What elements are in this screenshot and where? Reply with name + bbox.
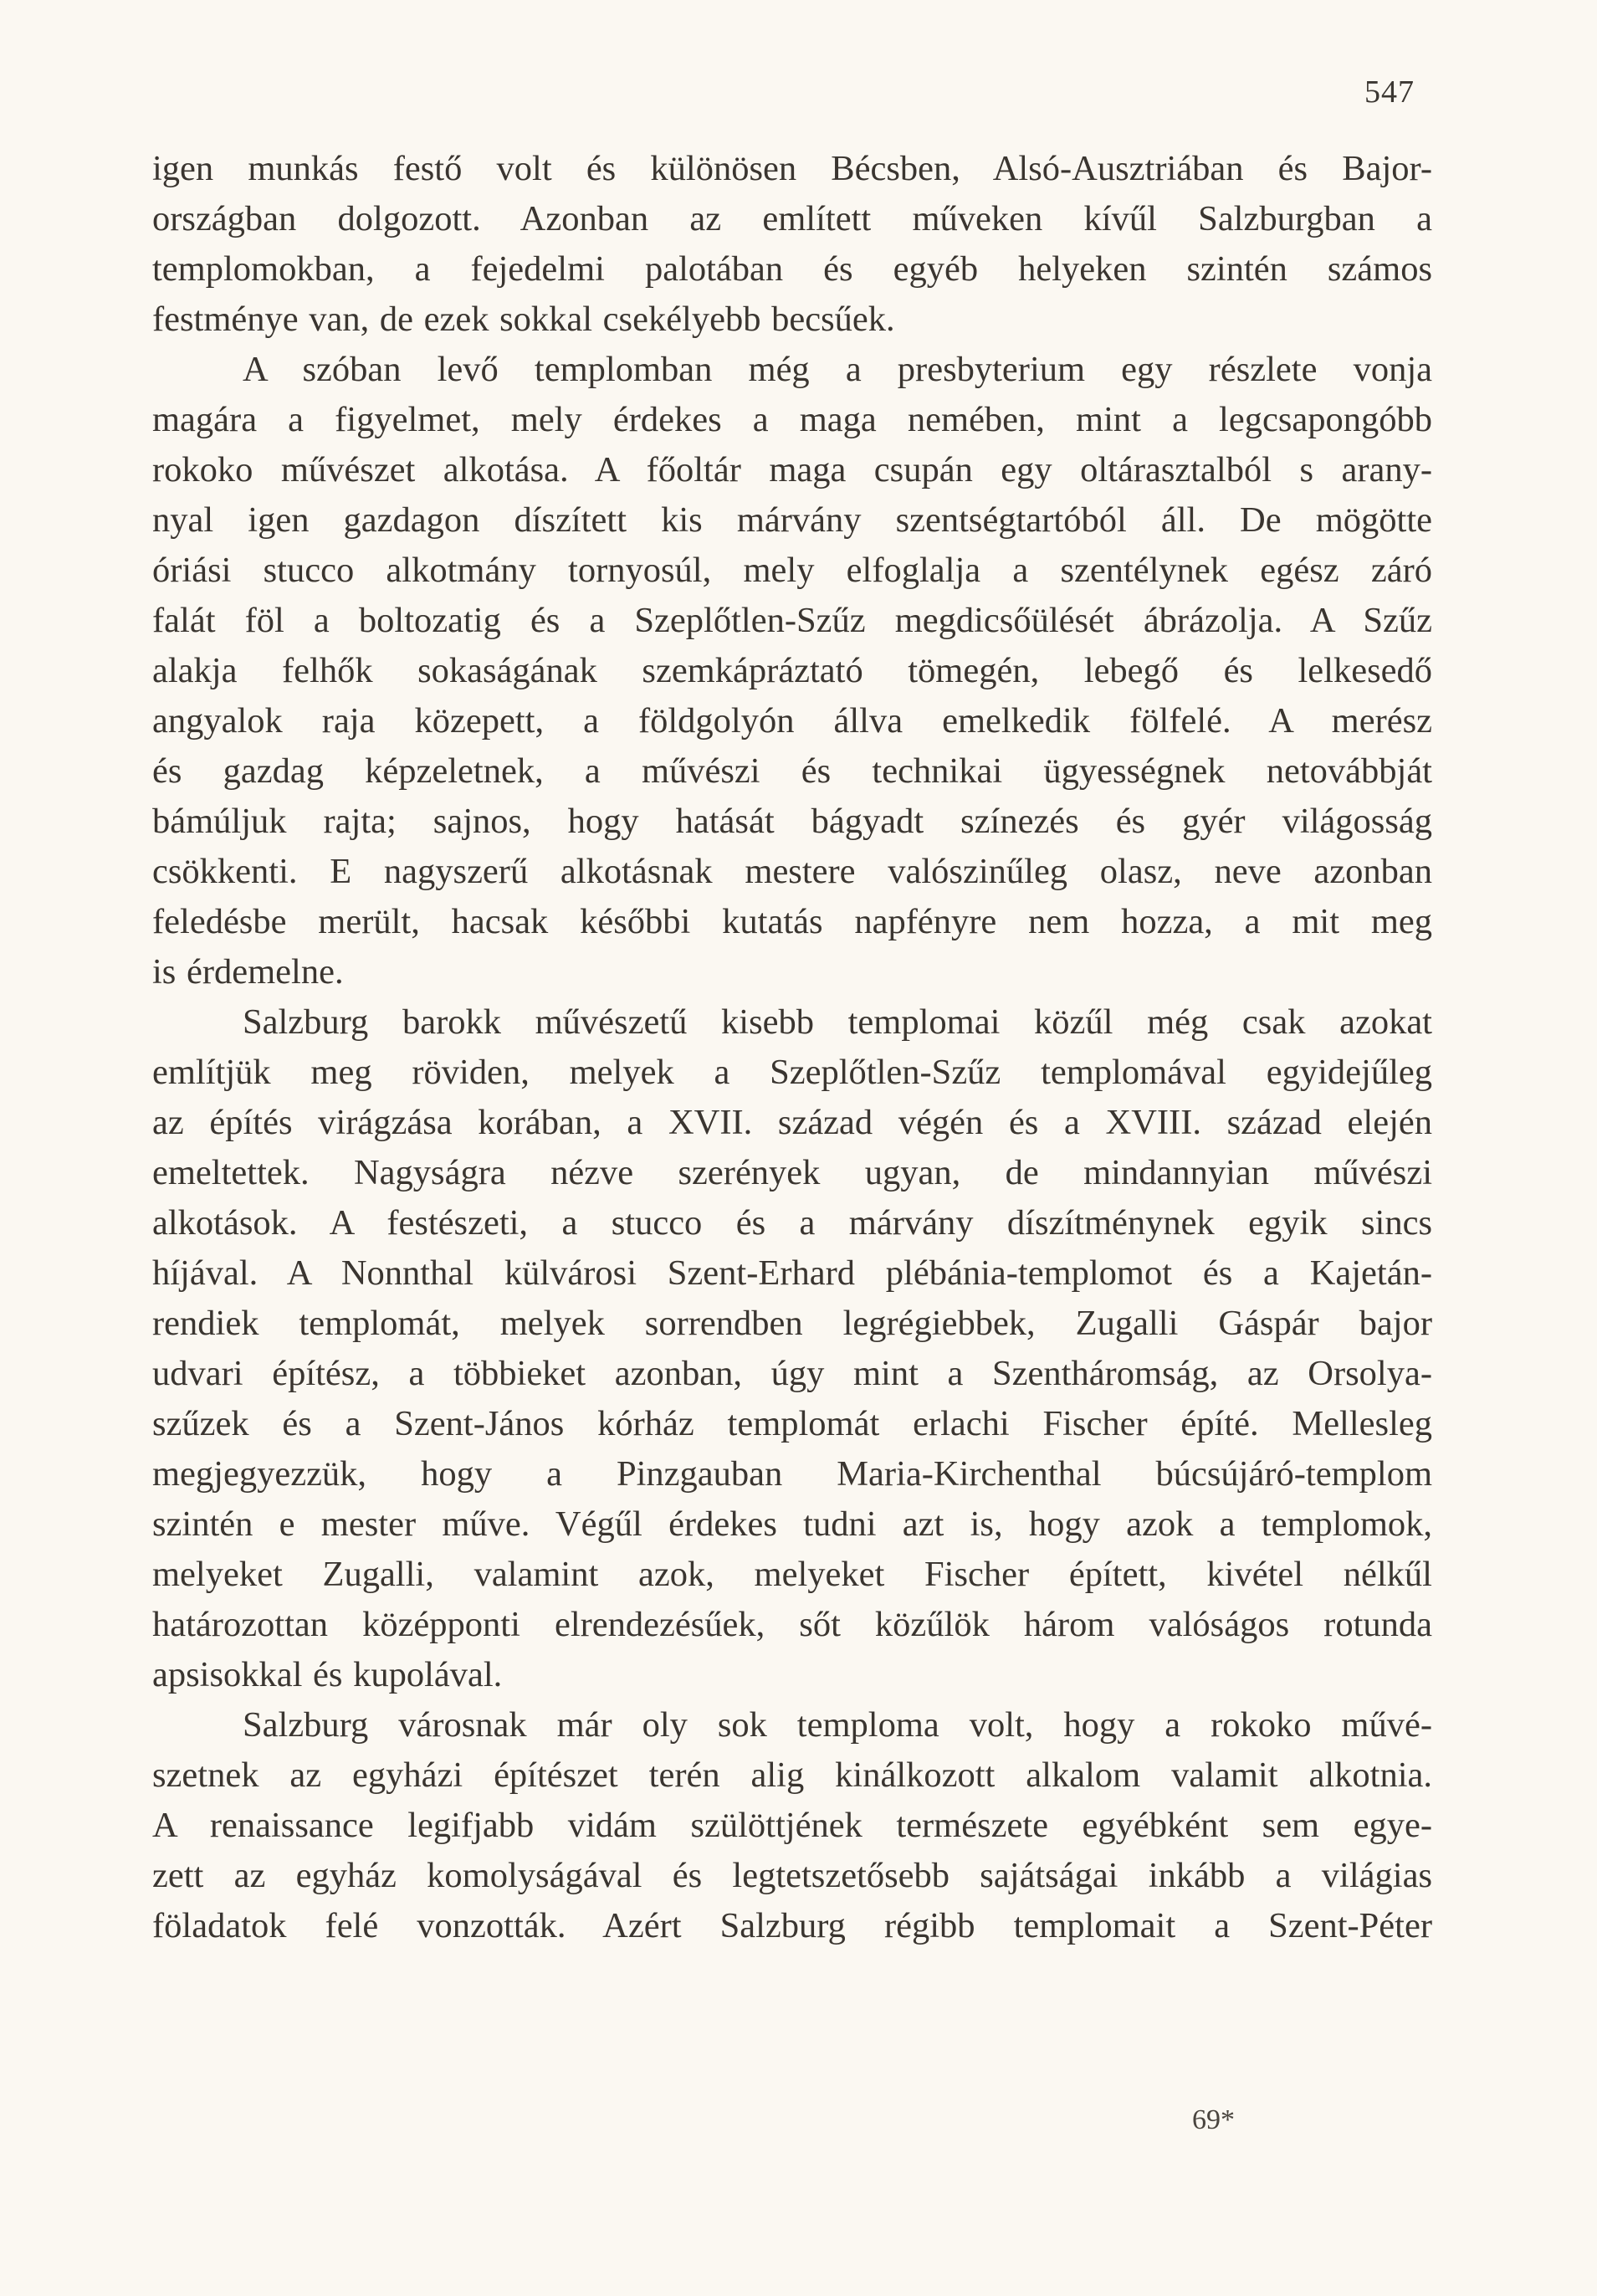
text-line: melyeket Zugalli, valamint azok, melyeket Fischer épített, kivétel nélkűl xyxy=(152,1555,1432,1594)
text-line: rokoko művészet alkotása. A főoltár maga csupán egy oltárasztalból s arany- xyxy=(152,450,1432,489)
text-line: csökkenti. E nagyszerű alkotásnak mestere valószinűleg olasz, neve azonban xyxy=(152,852,1432,891)
text-line: magára a figyelmet, mely érdekes a maga nemében, mint a legcsapongóbb xyxy=(152,400,1432,439)
text-line: alakja felhők sokaságának szemkápráztató tömegén, lebegő és lelkesedő xyxy=(152,651,1432,690)
text-line: híjával. A Nonnthal külvárosi Szent-Erhard plébánia-templomot és a Kajetán- xyxy=(152,1253,1432,1293)
text-line: templomokban, a fejedelmi palotában és egyéb helyeken szintén számos xyxy=(152,249,1432,289)
text-line: emeltettek. Nagyságra nézve szerények ugyan, de mindannyian művészi xyxy=(152,1153,1432,1192)
text-line: és gazdag képzeletnek, a művészi és technikai ügyességnek netovábbját xyxy=(152,751,1432,791)
text-line: igen munkás festő volt és különösen Bécsben, Alsó-Ausztriában és Bajor- xyxy=(152,149,1432,188)
text-line: szintén e mester műve. Végűl érdekes tudni azt is, hogy azok a templomok, xyxy=(152,1504,1432,1544)
page-number: 547 xyxy=(1364,74,1415,110)
text-line: apsisokkal és kupolával. xyxy=(152,1655,503,1694)
text-line: határozottan középponti elrendezésűek, sőt közűlök három valóságos rotunda xyxy=(152,1605,1432,1644)
text-line: rendiek templomát, melyek sorrendben legrégiebbek, Zugalli Gáspár bajor xyxy=(152,1304,1432,1343)
body-text xyxy=(152,144,1432,1951)
text-line: is érdemelne. xyxy=(152,952,344,992)
text-line: A renaissance legifjabb vidám szülöttjének természete egyébként sem egye- xyxy=(152,1806,1432,1845)
text-line: országban dolgozott. Azonban az említett műveken kívűl Salzburgban a xyxy=(152,199,1432,238)
signature-mark: 69* xyxy=(1192,2104,1235,2135)
text-line: az építés virágzása korában, a XVII. század végén és a XVIII. század elején xyxy=(152,1103,1432,1142)
text-line: említjük meg röviden, melyek a Szeplőtlen-Szűz templomával egyidejűleg xyxy=(152,1053,1432,1092)
text-line: szetnek az egyházi építészet terén alig kinálkozott alkalom valamit alkotnia. xyxy=(152,1755,1432,1795)
text-line: angyalok raja közepett, a földgolyón állva emelkedik fölfelé. A merész xyxy=(152,701,1432,741)
paragraph-start: Salzburg barokk művészetű kisebb templomai közűl még csak azokat xyxy=(243,1002,1432,1042)
text-line: föladatok felé vonzották. Azért Salzburg régibb templomait a Szent-Péter xyxy=(152,1906,1432,1945)
text-line: festménye van, de ezek sokkal csekélyebb becsűek. xyxy=(152,300,895,339)
text-line: alkotások. A festészeti, a stucco és a márvány díszítménynek egyik sincs xyxy=(152,1203,1432,1243)
text-line: megjegyezzük, hogy a Pinzgauban Maria-Kirchenthal búcsújáró-templom xyxy=(152,1454,1432,1494)
text-line: szűzek és a Szent-János kórház templomát erlachi Fischer építé. Mellesleg xyxy=(152,1404,1432,1443)
text-line: udvari építész, a többieket azonban, úgy mint a Szentháromság, az Orsolya- xyxy=(152,1354,1432,1393)
text-line: bámúljuk rajta; sajnos, hogy hatását bágyadt színezés és gyér világosság xyxy=(152,802,1432,841)
paragraph-start: A szóban levő templomban még a presbyterium egy részlete vonja xyxy=(243,350,1432,389)
text-line: feledésbe merült, hacsak későbbi kutatás napfényre nem hozza, a mit meg xyxy=(152,902,1432,941)
text-line: óriási stucco alkotmány tornyosúl, mely elfoglalja a szentélynek egész záró xyxy=(152,551,1432,590)
text-line: zett az egyház komolyságával és legtetszetősebb sajátságai inkább a világias xyxy=(152,1856,1432,1895)
text-line: nyal igen gazdagon díszített kis márvány szentségtartóból áll. De mögötte xyxy=(152,500,1432,540)
paragraph-start: Salzburg városnak már oly sok temploma volt, hogy a rokoko művé- xyxy=(243,1705,1432,1745)
text-line: falát föl a boltozatig és a Szeplőtlen-Szűz megdicsőülését ábrázolja. A Szűz xyxy=(152,601,1432,640)
